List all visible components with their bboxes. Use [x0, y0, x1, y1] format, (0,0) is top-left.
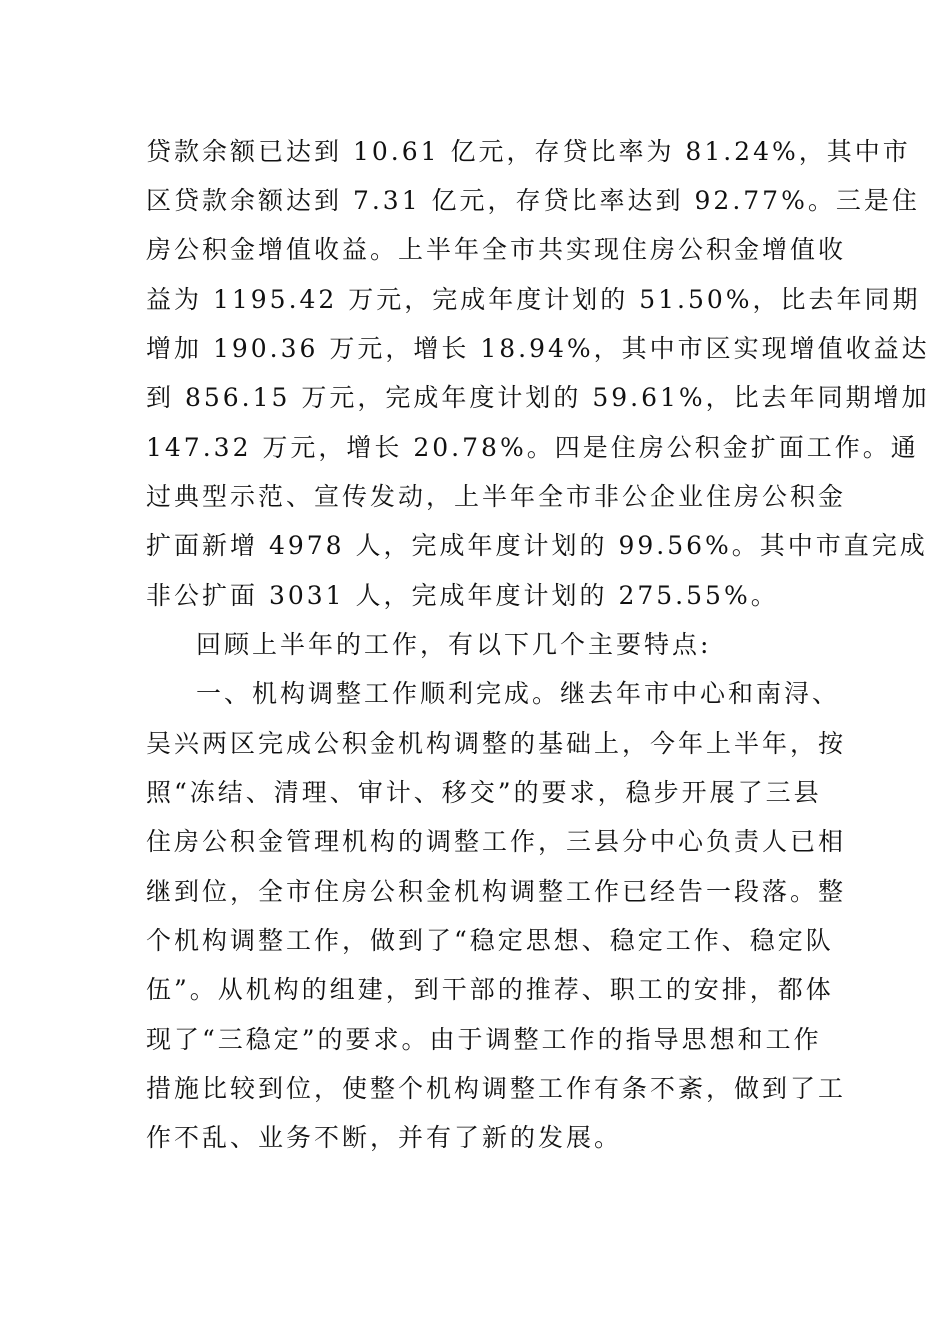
text-line: 措施比较到位，使整个机构调整工作有条不紊，做到了工 — [146, 1074, 847, 1103]
text-line: 回顾上半年的工作，有以下几个主要特点: — [196, 630, 712, 659]
text-line: 贷款余额已达到 10.61 亿元，存贷比率为 81.24%，其中市 — [146, 137, 911, 166]
text-line: 到 856.15 万元，完成年度计划的 59.61%，比去年同期增加 — [146, 383, 930, 412]
text-line: 继到位，全市住房公积金机构调整工作已经告一段落。整 — [146, 877, 847, 906]
text-line: 房公积金增值收益。上半年全市共实现住房公积金增值收 — [146, 235, 847, 264]
text-line: 照“冻结、清理、审计、移交”的要求，稳步开展了三县 — [146, 778, 822, 807]
text-line: 住房公积金管理机构的调整工作，三县分中心负责人已相 — [146, 827, 847, 856]
text-line: 个机构调整工作，做到了“稳定思想、稳定工作、稳定队 — [146, 926, 834, 955]
text-line: 作不乱、业务不断，并有了新的发展。 — [146, 1123, 623, 1152]
text-line: 区贷款余额达到 7.31 亿元，存贷比率达到 92.77%。三是住 — [146, 186, 920, 215]
text-line: 147.32 万元，增长 20.78%。四是住房公积金扩面工作。通 — [146, 433, 919, 462]
text-line: 过典型示范、宣传发动，上半年全市非公企业住房公积金 — [146, 482, 847, 511]
text-line: 吴兴两区完成公积金机构调整的基础上，今年上半年，按 — [146, 729, 847, 758]
text-line: 扩面新增 4978 人，完成年度计划的 99.56%。其中市直完成 — [146, 531, 928, 560]
text-line: 增加 190.36 万元，增长 18.94%，其中市区实现增值收益达 — [146, 334, 930, 363]
text-line: 益为 1195.42 万元，完成年度计划的 51.50%，比去年同期 — [146, 285, 921, 314]
text-line: 非公扩面 3031 人，完成年度计划的 275.55%。 — [146, 581, 779, 610]
text-line: 现了“三稳定”的要求。由于调整工作的指导思想和工作 — [146, 1025, 822, 1054]
text-line: 伍”。从机构的组建，到干部的推荐、职工的安排，都体 — [146, 975, 834, 1004]
text-line: 一、机构调整工作顺利完成。继去年市中心和南浔、 — [196, 679, 841, 708]
